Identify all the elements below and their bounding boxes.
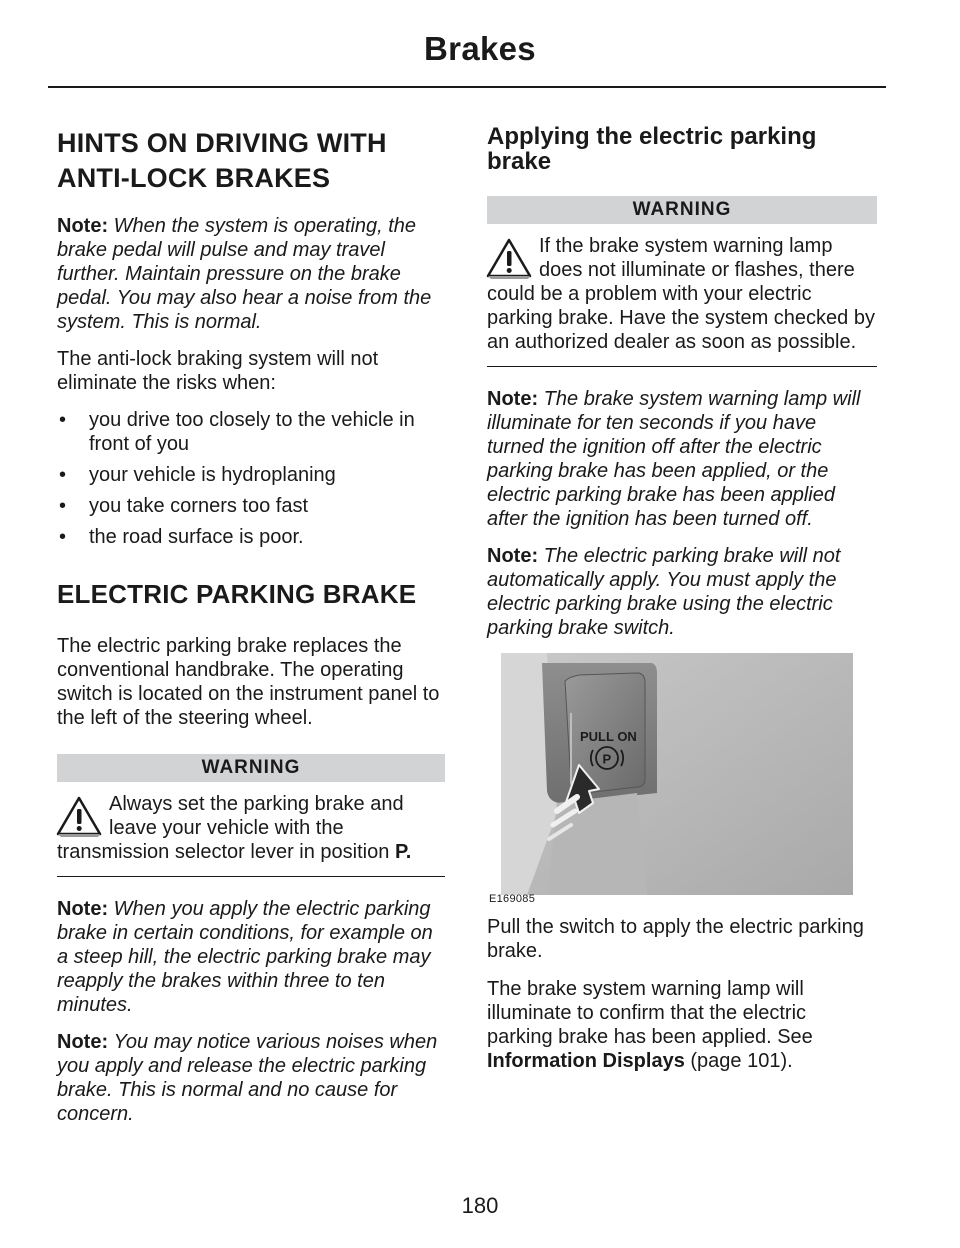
epb-description: The electric parking brake replaces the conventional handbrake. The operating switch is located on the instrument panel to the left of the steering wheel. xyxy=(57,635,440,729)
parking-p-symbol: P xyxy=(602,751,612,767)
lamp-confirmation xyxy=(487,977,877,1073)
abs-intro: The anti-lock braking system will not eliminate the risks when: xyxy=(57,348,379,394)
note-noises xyxy=(57,1030,445,1126)
bullet-icon: • xyxy=(59,495,67,517)
parking-brake-switch-illustration xyxy=(487,653,877,905)
warning-body xyxy=(57,792,445,864)
left-column xyxy=(57,126,445,1139)
list-item: • the road surface is poor. xyxy=(59,526,304,548)
list-item: • your vehicle is hydroplaning xyxy=(59,464,336,486)
pull-instruction: Pull the switch to apply the electric parking brake. xyxy=(487,916,864,962)
warning-triangle-icon xyxy=(55,794,103,838)
note-text: The electric parking brake will not automatically apply. You must apply the electric parking brake using the electric parking brake switch. xyxy=(487,545,841,639)
list-item: • you take corners too fast xyxy=(59,495,309,517)
note-not-automatic xyxy=(487,544,877,640)
lamp-confirmation-text: The brake system warning lamp will illuminate to confirm that the electric parking brake has been applied. See xyxy=(487,978,813,1048)
note-reapply xyxy=(57,897,445,1017)
switch-label: PULL ON xyxy=(580,729,637,744)
bullet-icon: • xyxy=(59,464,67,486)
warning-triangle-icon xyxy=(485,236,533,280)
list-item: • you drive too closely to the vehicle in front of you xyxy=(59,409,415,455)
warning-banner: WARNING xyxy=(487,196,877,224)
parking-brake-switch-image xyxy=(487,653,877,905)
page-number: 180 xyxy=(461,1193,499,1218)
note-text: You may notice various noises when you apply and release the electric parking brake. This is normal and no cause for concern. xyxy=(57,1031,438,1125)
cross-reference-page: (page 101). xyxy=(690,1050,793,1072)
note-label: Note: xyxy=(57,215,109,237)
page-header-title: Brakes xyxy=(424,30,536,67)
note-label: Note: xyxy=(57,898,109,920)
bullet-icon: • xyxy=(59,409,67,431)
note-label: Note: xyxy=(487,388,539,410)
note-text: When the system is operating, the brake pedal will pulse and may travel further. Maintain pressure on the brake pedal. You may also hear a noise from the system. This is normal. xyxy=(57,215,432,333)
heading-applying-epb: Applying the electric parking brake xyxy=(487,123,817,175)
warning-text: If the brake system warning lamp does not illuminate or flashes, there could be a problem with your electric parking brake. Have the system checked by an authorized dealer as soon as possible. xyxy=(487,235,875,353)
risk-list xyxy=(57,408,445,549)
warning-divider xyxy=(57,876,445,877)
note-abs-operation xyxy=(57,214,445,334)
note-lamp-ten-seconds xyxy=(487,387,877,531)
note-label: Note: xyxy=(57,1031,109,1053)
warning-banner: WARNING xyxy=(57,754,445,782)
cross-reference-link[interactable]: Information Displays xyxy=(487,1050,685,1072)
note-text: When you apply the electric parking brake in certain conditions, for example on a steep hill, the electric parking brake may reapply the brakes within three to ten minutes. xyxy=(57,898,433,1016)
note-label: Note: xyxy=(487,545,539,567)
warning-text: Always set the parking brake and leave your vehicle with the transmission selector lever in position xyxy=(57,793,404,863)
header-divider xyxy=(48,86,886,88)
right-column xyxy=(487,124,877,1086)
heading-electric-parking-brake: ELECTRIC PARKING BRAKE xyxy=(57,579,417,609)
heading-abs-hints: HINTS ON DRIVING WITH ANTI-LOCK BRAKES xyxy=(57,128,387,193)
bullet-icon: • xyxy=(59,526,67,548)
warning-divider xyxy=(487,366,877,367)
warning-text-emphasis: P. xyxy=(394,841,412,863)
image-code: E169085 xyxy=(489,893,536,905)
warning-body xyxy=(487,234,877,354)
note-text: The brake system warning lamp will illuminate for ten seconds if you have turned the ignition off after the electric parking brake has been applied, or the electric parking brake has been applied after the ignition has been turned off. xyxy=(487,388,861,530)
